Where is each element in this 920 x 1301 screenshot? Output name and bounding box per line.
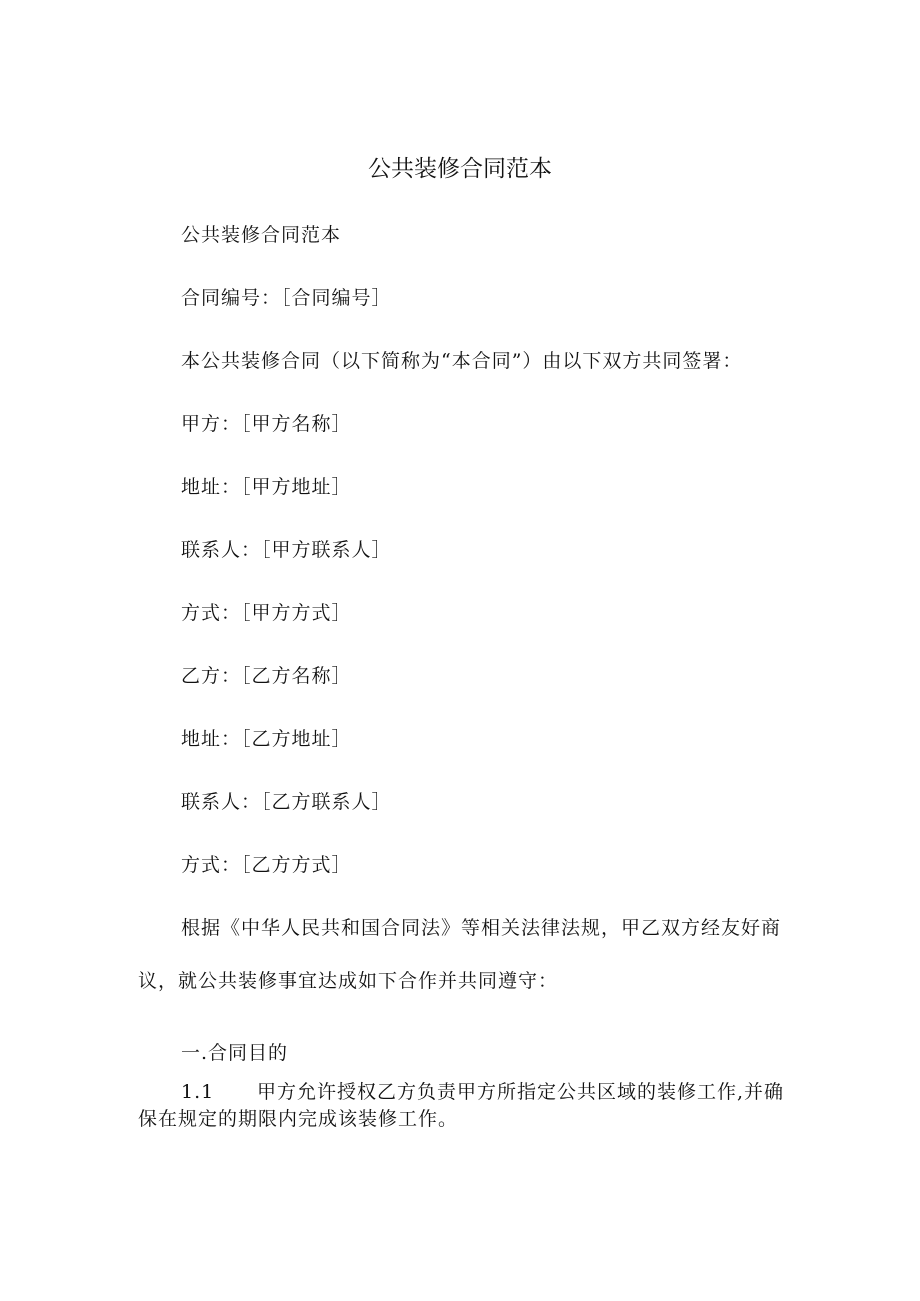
party-a-name: 甲方：［甲方名称］ [181,413,352,435]
clause-number: 1.1 [181,1081,215,1103]
intro-statement: 本公共装修合同（以下简称为“本合同”）由以下双方共同签署： [181,350,743,372]
party-b-contact: 联系人：［乙方联系人］ [181,791,392,813]
party-a-method: 方式：［甲方方式］ [181,602,352,624]
legal-basis-line-1: 根据《中华人民共和国合同法》等相关法律法规，甲乙双方经友好商 [181,917,782,939]
document-subtitle: 公共装修合同范本 [181,224,342,246]
contract-number: 合同编号：［合同编号］ [181,287,392,309]
section-heading: 一.合同目的 [181,1042,289,1064]
clause-text-1: 甲方允许授权乙方负责甲方所指定公共区域的装修工作,并确 [257,1081,785,1103]
party-a-address: 地址：［甲方地址］ [181,476,352,498]
clause-line-2: 保在规定的期限内完成该装修工作。 [138,1108,459,1130]
document-title: 公共装修合同范本 [368,156,552,182]
party-b-address: 地址：［乙方地址］ [181,728,352,750]
party-b-method: 方式：［乙方方式］ [181,854,352,876]
legal-basis-line-2: 议，就公共装修事宜达成如下合作并共同遵守： [138,970,559,992]
clause-line-1 [181,1078,784,1106]
party-b-name: 乙方：［乙方名称］ [181,665,352,687]
party-a-contact: 联系人：［甲方联系人］ [181,539,392,561]
